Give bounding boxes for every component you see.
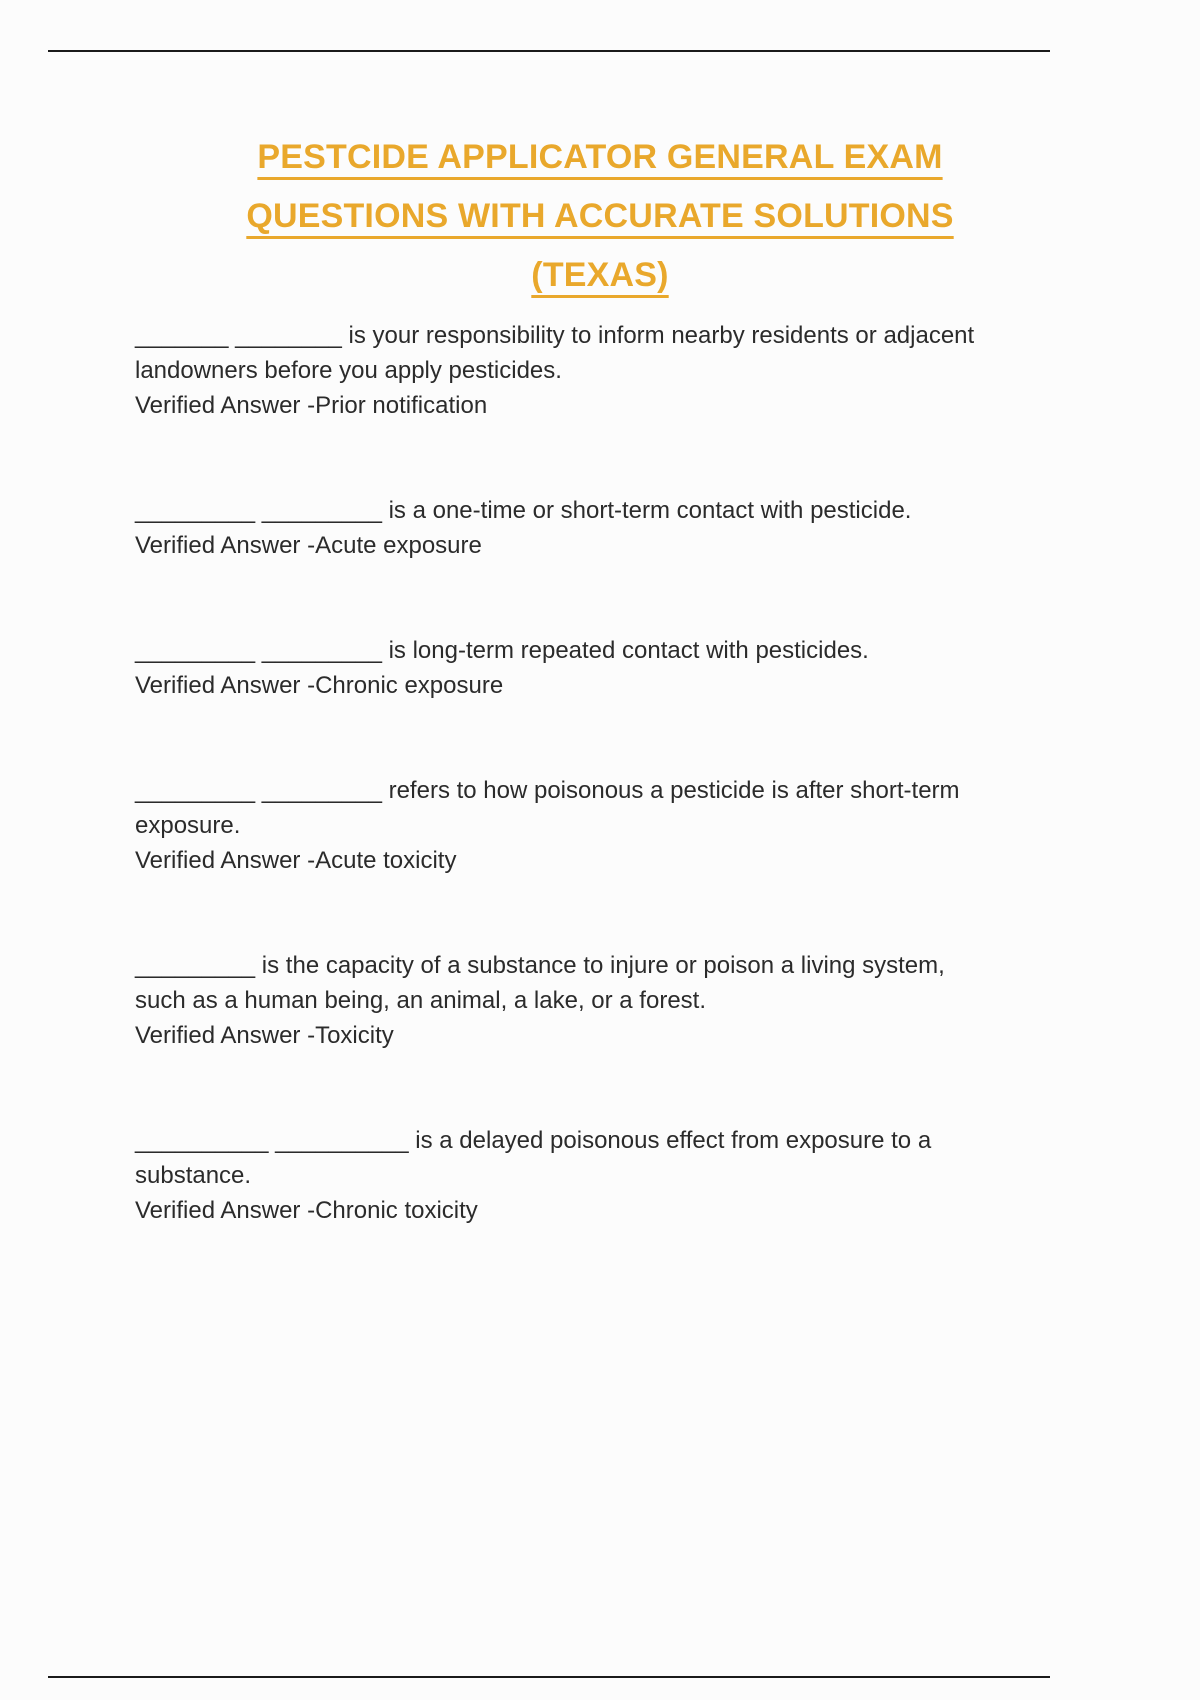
document-title <box>48 128 1152 305</box>
qa-block <box>135 773 980 878</box>
top-rule <box>48 50 1050 52</box>
question-text: __________ __________ is a delayed poisonous effect from exposure to a substance. <box>135 1127 932 1189</box>
qa-block <box>135 1123 980 1228</box>
qa-block <box>135 493 980 563</box>
qa-block <box>135 948 980 1053</box>
bottom-rule <box>48 1676 1050 1678</box>
document-title-line-2: QUESTIONS WITH ACCURATE SOLUTIONS <box>246 197 954 235</box>
question-text: _________ is the capacity of a substance to injure or poison a living system, such as a human being, an animal, a lake, or a forest. <box>135 952 945 1014</box>
question-text: _________ _________ refers to how poisonous a pesticide is after short-term exposure. <box>135 777 960 839</box>
answer-text: Verified Answer -Prior notification <box>135 392 488 419</box>
qa-block <box>135 318 980 423</box>
question-text: _________ _________ is long-term repeated contact with pesticides. <box>135 637 869 664</box>
document-title-line-1: PESTCIDE APPLICATOR GENERAL EXAM <box>257 138 943 176</box>
answer-text: Verified Answer -Toxicity <box>135 1022 394 1049</box>
qa-block <box>135 633 980 703</box>
document-title-line-3: (TEXAS) <box>531 256 669 294</box>
answer-text: Verified Answer -Chronic exposure <box>135 672 504 699</box>
question-text: _______ ________ is your responsibility to inform nearby residents or adjacent landowners before you apply pesticides. <box>135 322 975 384</box>
question-text: _________ _________ is a one-time or short-term contact with pesticide. <box>135 497 912 524</box>
answer-text: Verified Answer -Chronic toxicity <box>135 1197 478 1224</box>
answer-text: Verified Answer -Acute exposure <box>135 532 482 559</box>
document-body <box>135 318 980 1298</box>
answer-text: Verified Answer -Acute toxicity <box>135 847 457 874</box>
